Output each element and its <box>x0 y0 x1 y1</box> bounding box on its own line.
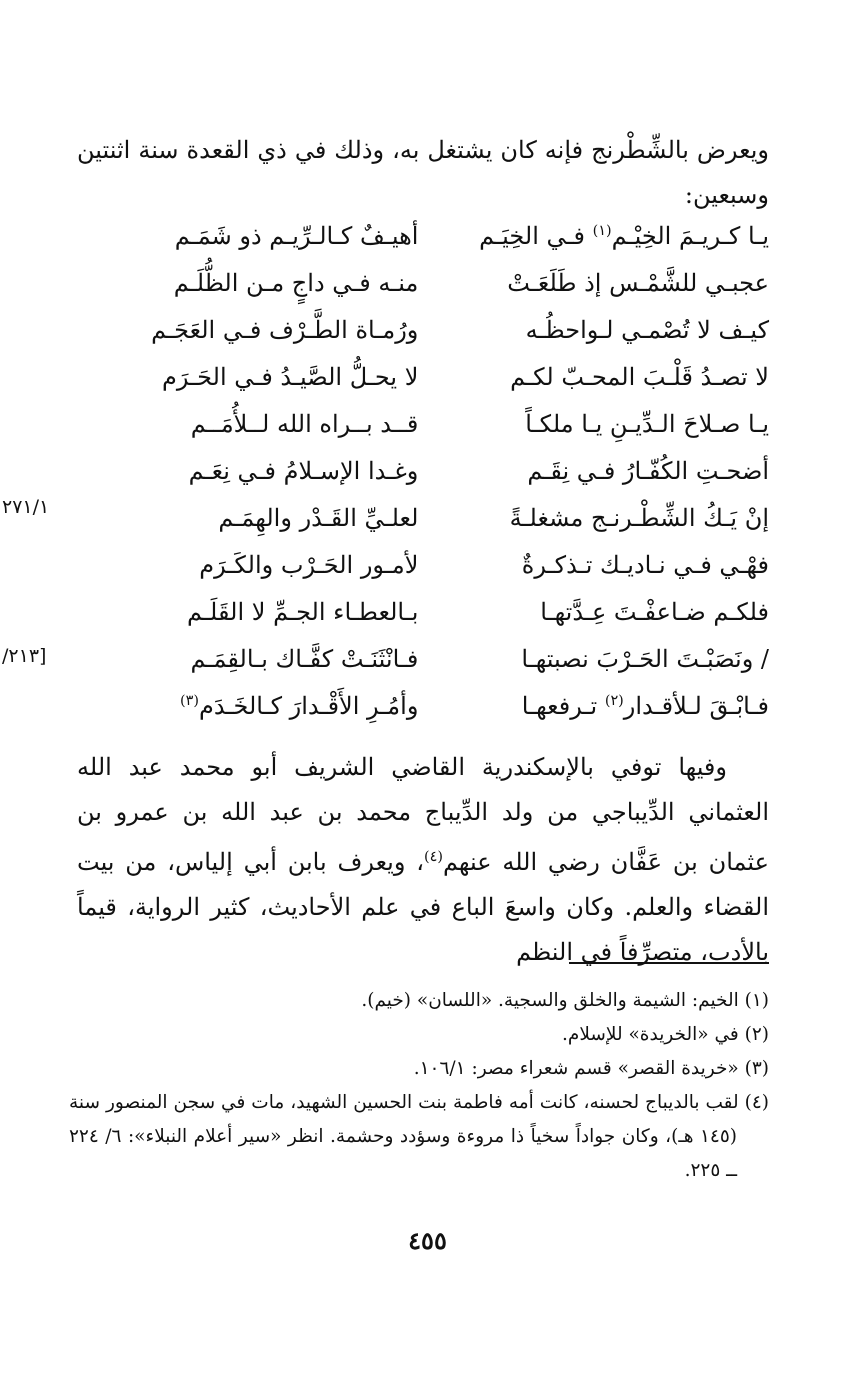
verse-first-hemistich: عجبـي للشَّمْـس إذ طَلَعَـتْ <box>507 268 769 297</box>
footnote-ref: (٣) <box>180 692 199 709</box>
verse-second-hemistich: بـالعطـاء الجـمِّ لا القَلَـم <box>187 597 419 626</box>
footnote-ref: (١) <box>592 222 612 239</box>
verse <box>89 400 769 447</box>
verse-second-hemistich: فـانْثَنَـتْ كفَّـاك بـالقِمَـم <box>190 644 419 673</box>
verse-second-hemistich: وأمُـرِ الأَقْـدارَ كـالخَـدَم$^{(٣)}$ <box>180 691 419 720</box>
page-number: ٤٥٥ <box>408 1226 447 1255</box>
verse <box>89 494 769 541</box>
verse <box>89 682 769 729</box>
verse-first-hemistich: يـا صـلاحَ الـدِّيـنِ يـا ملكـاً <box>525 409 769 438</box>
poem <box>89 212 769 729</box>
verse-first-hemistich: كيـف لا تُصْمـي لـواحظُـه <box>525 315 769 344</box>
footnote-separator <box>569 962 769 964</box>
body-paragraph: وفيها توفي بالإسكندرية القاضي الشريف أبو محمد عبد الله العثماني الدِّيباجي من ولد الدِّيباج محمد بن عبد الله بن عمرو بن عثمان بن عَفَّان رضي الله عنهم$^{(٤)}$، ويعرف بابن أبي إلياس، من بيت القضاء والعلم. وكان واسعَ الباع في علم الأحاديث، كثير الرواية، قيماً بالأدب، متصرِّفاً في النظم <box>77 753 769 966</box>
footnote: (٤) لقب بالديباج لحسنه، كانت أمه فاطمة بنت الحسين الشهيد، مات في سجن المنصور سنة (١٤٥ هـ)، وكان جواداً سخياً ذا مروءة وسؤدد وحشمة. انظر «سير أعلام النبلاء»: ٦/ ٢٢٤ ــ ٢٢٥. <box>69 1092 769 1181</box>
footnote: (٣) «خريدة القصر» قسم شعراء مصر: ١٠٦/١. <box>413 1058 769 1079</box>
margin-edition-page-note: [٢١٣/ <box>2 645 47 667</box>
verse-first-hemistich: إنْ يَـكُ الشِّطْـرنـج مشغلـةً <box>509 503 769 532</box>
intro-text: ويعرض بالشِّطْرنج فإنه كان يشتغل به، وذلك في ذي القعدة سنة اثنتين وسبعين: <box>77 136 769 209</box>
verse <box>89 447 769 494</box>
margin-volume-page-note: ٢٧١/١ <box>2 496 50 518</box>
verse <box>89 306 769 353</box>
verse-second-hemistich: أهيـفٌ كـالـرِّيـم ذو شَمَـم <box>174 221 419 250</box>
verse-second-hemistich: قــد بــراه الله لــلأُمَــم <box>190 409 419 438</box>
verse-second-hemistich: لعلـيِّ القَـدْر والهِمَـم <box>218 503 419 532</box>
verse <box>89 353 769 400</box>
footnote-ref: (٤) <box>423 849 443 865</box>
verse-first-hemistich: فهْـي فـي نـاديـك تـذكـرةٌ <box>521 550 769 579</box>
verse-first-hemistich: فلكـم ضـاعفْـتَ عِـدَّتهـا <box>540 597 769 626</box>
verse-second-hemistich: لا يحـلُّ الصَّيـدُ فـي الحَـرَم <box>162 362 419 391</box>
verse <box>89 541 769 588</box>
verse-first-hemistich: / ونَصَبْـتَ الحَـرْبَ نصبتهـا <box>521 644 769 673</box>
footnote-ref: (٢) <box>604 692 624 709</box>
verse-second-hemistich: لأمـور الحَـرْب والكَـرَم <box>199 550 419 579</box>
verse-second-hemistich: ورُمـاة الطَّـرْف فـي العَجَـم <box>151 315 419 344</box>
verse-first-hemistich: أضحـتِ الكُفّـارُ فـي نِقَـم <box>527 456 769 485</box>
footnote: (٢) في «الخريدة» للإسلام. <box>562 1024 769 1045</box>
footnotes <box>69 984 769 1188</box>
verse <box>89 259 769 306</box>
verse-first-hemistich: يـا كـريـمَ الخِيْـم$^{(١)}$ فـي الخِيَـم <box>479 221 769 250</box>
verse <box>89 635 769 682</box>
verse <box>89 212 769 259</box>
verse <box>89 588 769 635</box>
verse-second-hemistich: منـه فـي داجٍ مـن الظُّلَـم <box>173 268 419 297</box>
footnote: (١) الخيم: الشيمة والخلق والسجية. «اللسان» (خيم). <box>361 990 769 1011</box>
verse-second-hemistich: وغـدا الإسـلامُ فـي نِعَـم <box>188 456 419 485</box>
verse-first-hemistich: فـابْـقَ لـلأقـدار$^{(٢)}$ تـرفعهـا <box>521 691 769 720</box>
verse-first-hemistich: لا تصـدُ قَلْـبَ المحـبّ لكـم <box>510 362 769 391</box>
